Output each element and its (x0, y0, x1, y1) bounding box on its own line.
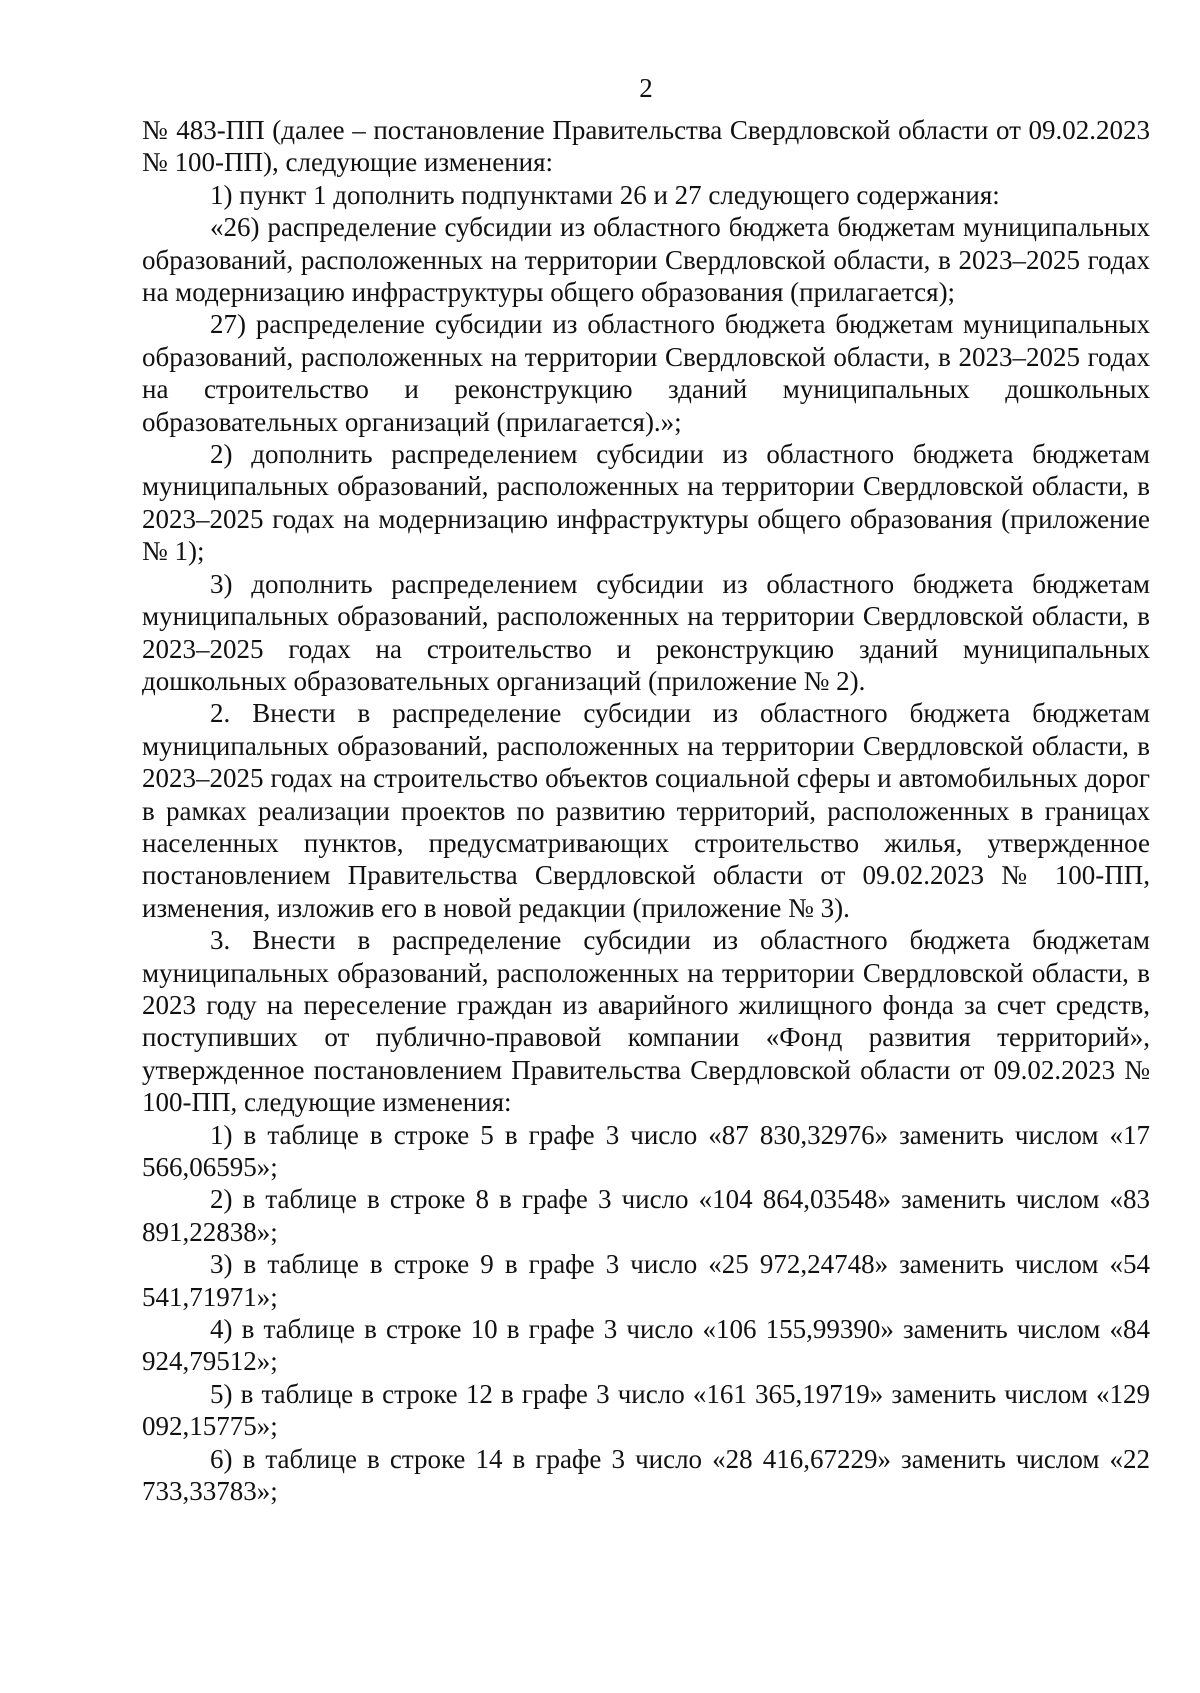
paragraph-subitem-27: 27) распределение субсидии из областного бюджета бюджетам муниципальных образований, расположенных на территории Свердловской области, в 2023–2025 годах на строительство и реконструкцию зданий муниципальных дошкольных образовательных организаций (прилагается).»; (142, 309, 1150, 437)
paragraph-item-1: 1) пункт 1 дополнить подпунктами 26 и 27 следующего содержания: (210, 179, 1000, 210)
paragraph-change-1: 1) в таблице в строке 5 в графе 3 число «87 830,32976» заменить числом «17 566,06595»; (142, 1119, 1150, 1182)
paragraph-change-5: 5) в таблице в строке 12 в графе 3 число «161 365,19719» заменить числом «129 092,15775»; (142, 1378, 1150, 1442)
paragraph-change-2: 2) в таблице в строке 8 в графе 3 число «104 864,03548» заменить числом «83 891,22838»; (142, 1184, 1150, 1247)
paragraph-intro: № 483-ПП (далее – постановление Правительства Свердловской области от 09.02.2023 № 100-ПП), следующие изменения: (142, 115, 1150, 178)
document-page (142, 72, 1150, 1507)
paragraph-section-3: 3. Внести в распределение субсидии из областного бюджета бюджетам муниципальных образований, расположенных на территории Свердловской области, в 2023 году на переселение граждан из аварийного жилищного фонда за счет средств, поступивших от публично-правовой компании «Фонд развития территорий», утвержденное постановлением Правительства Свердловской области от 09.02.2023 № 100-ПП, следующие изменения: (142, 925, 1150, 1118)
page-number: 2 (639, 73, 653, 103)
paragraph-change-6: 6) в таблице в строке 14 в графе 3 число «28 416,67229» заменить числом «22 733,33783»; (142, 1443, 1150, 1507)
paragraph-change-3: 3) в таблице в строке 9 в графе 3 число «25 972,24748» заменить числом «54 541,71971»; (142, 1249, 1150, 1312)
paragraph-item-3: 3) дополнить распределением субсидии из областного бюджета бюджетам муниципальных образований, расположенных на территории Свердловской области, в 2023–2025 годах на строительство и реконструкцию зданий муниципальных дошкольных образовательных организаций (приложение № 2). (142, 568, 1150, 696)
paragraph-subitem-26: «26) распределение субсидии из областного бюджета бюджетам муниципальных образований, расположенных на территории Свердловской области, в 2023–2025 годах на модернизацию инфраструктуры общего образования (прилагается); (142, 212, 1150, 308)
paragraph-item-2: 2) дополнить распределением субсидии из областного бюджета бюджетам муниципальных образований, расположенных на территории Свердловской области, в 2023–2025 годах на модернизацию инфраструктуры общего образования (приложение № 1); (142, 439, 1150, 567)
paragraph-change-4: 4) в таблице в строке 10 в графе 3 число «106 155,99390» заменить числом «84 924,79512»; (142, 1314, 1150, 1377)
paragraph-section-2: 2. Внести в распределение субсидии из областного бюджета бюджетам муниципальных образований, расположенных на территории Свердловской области, в 2023–2025 годах на строительство объектов социальной сферы и автомобильных дорог в рамках реализации проектов по развитию территорий, расположенных в границах населенных пунктов, предусматривающих строительство жилья, утвержденное постановлением Правительства Свердловской области от 09.02.2023 № 100-ПП, изменения, изложив его в новой редакции (приложение № 3). (142, 698, 1150, 923)
